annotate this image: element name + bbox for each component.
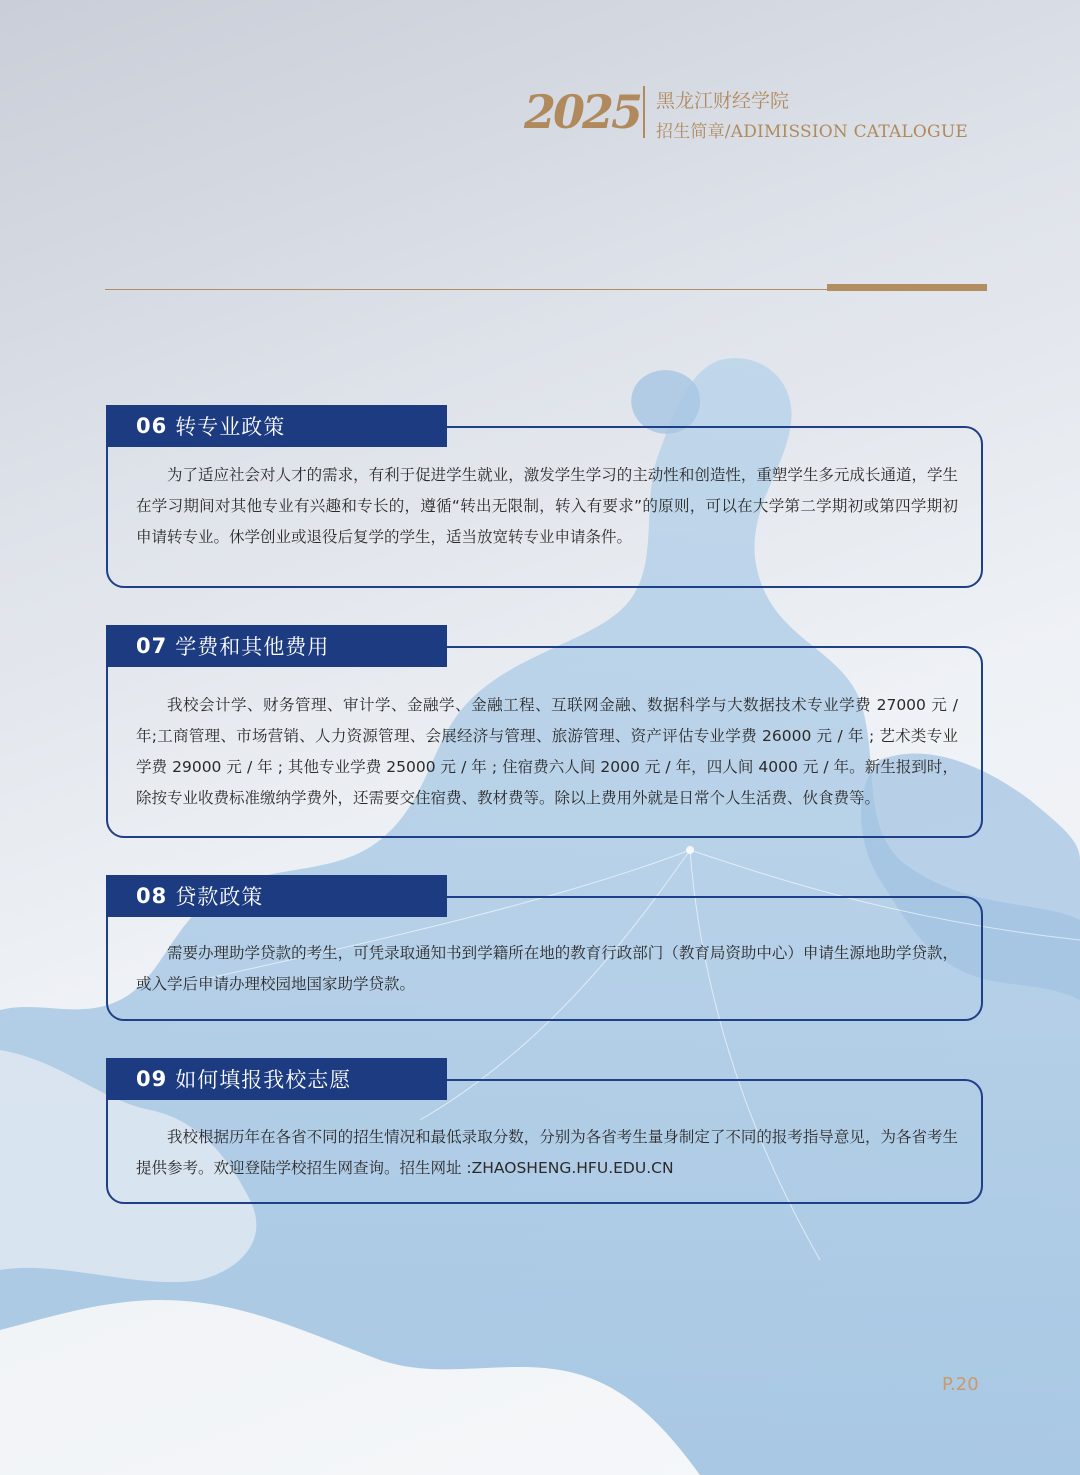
school-name: 黑龙江财经学院	[656, 90, 790, 112]
section-07-title: 学费和其他费用	[175, 635, 330, 659]
section-09-body: 我校根据历年在各省不同的招生情况和最低录取分数，分别为各省考生量身制定了不同的报考指导意见，为各省考生提供参考。欢迎登陆学校招生网查询。招生网址 :ZHAOSHENG.HFU.EDU.CN	[136, 1128, 958, 1177]
catalogue-title: 招生简章/ADIMISSION CATALOGUE	[656, 122, 968, 142]
section-06-tab	[106, 405, 447, 447]
page-number: P.20	[942, 1374, 979, 1395]
section-08-body: 需要办理助学贷款的考生，可凭录取通知书到学籍所在地的教育行政部门（教育局资助中心）申请生源地助学贷款，或入学后申请办理校园地国家助学贷款。	[136, 944, 958, 993]
section-09-number: 09	[136, 1067, 168, 1091]
svg-text:2025: 2025	[524, 85, 641, 139]
section-06-number: 06	[136, 414, 168, 438]
section-07-number: 07	[136, 634, 168, 658]
section-07-tab	[106, 625, 447, 667]
section-09-title: 如何填报我校志愿	[175, 1068, 352, 1092]
year-2025-logo	[522, 84, 642, 144]
section-08-tab	[106, 875, 447, 917]
section-06-title: 转专业政策	[175, 415, 286, 439]
header-rule-thin	[105, 289, 827, 290]
section-07-body: 我校会计学、财务管理、审计学、金融学、金融工程、互联网金融、数据科学与大数据技术专业学费 27000 元 / 年;工商管理、市场营销、人力资源管理、会展经济与管理、旅游管理、资产评估专业学费 26000 元 / 年 ; 艺术类专业学费 29000 元 / 年 ; 其他专业学费 25000 元 / 年 ; 住宿费六人间 2000 元 / 年，四人间 4000 元 / 年。新生报到时，除按专业收费标准缴纳学费外，还需要交住宿费、教材费等。除以上费用外就是日常个人生活费、伙食费等。	[136, 696, 958, 807]
section-08-number: 08	[136, 884, 168, 908]
header-divider	[643, 86, 645, 138]
section-08-title: 贷款政策	[175, 885, 264, 909]
section-09-tab	[106, 1058, 447, 1100]
header-rule-thick	[827, 284, 987, 291]
section-06-body: 为了适应社会对人才的需求，有利于促进学生就业，激发学生学习的主动性和创造性，重塑学生多元成长通道，学生在学习期间对其他专业有兴趣和专长的，遵循“转出无限制，转入有要求”的原则，可以在大学第二学期初或第四学期初申请转专业。休学创业或退役后复学的学生，适当放宽转专业申请条件。	[136, 466, 958, 546]
